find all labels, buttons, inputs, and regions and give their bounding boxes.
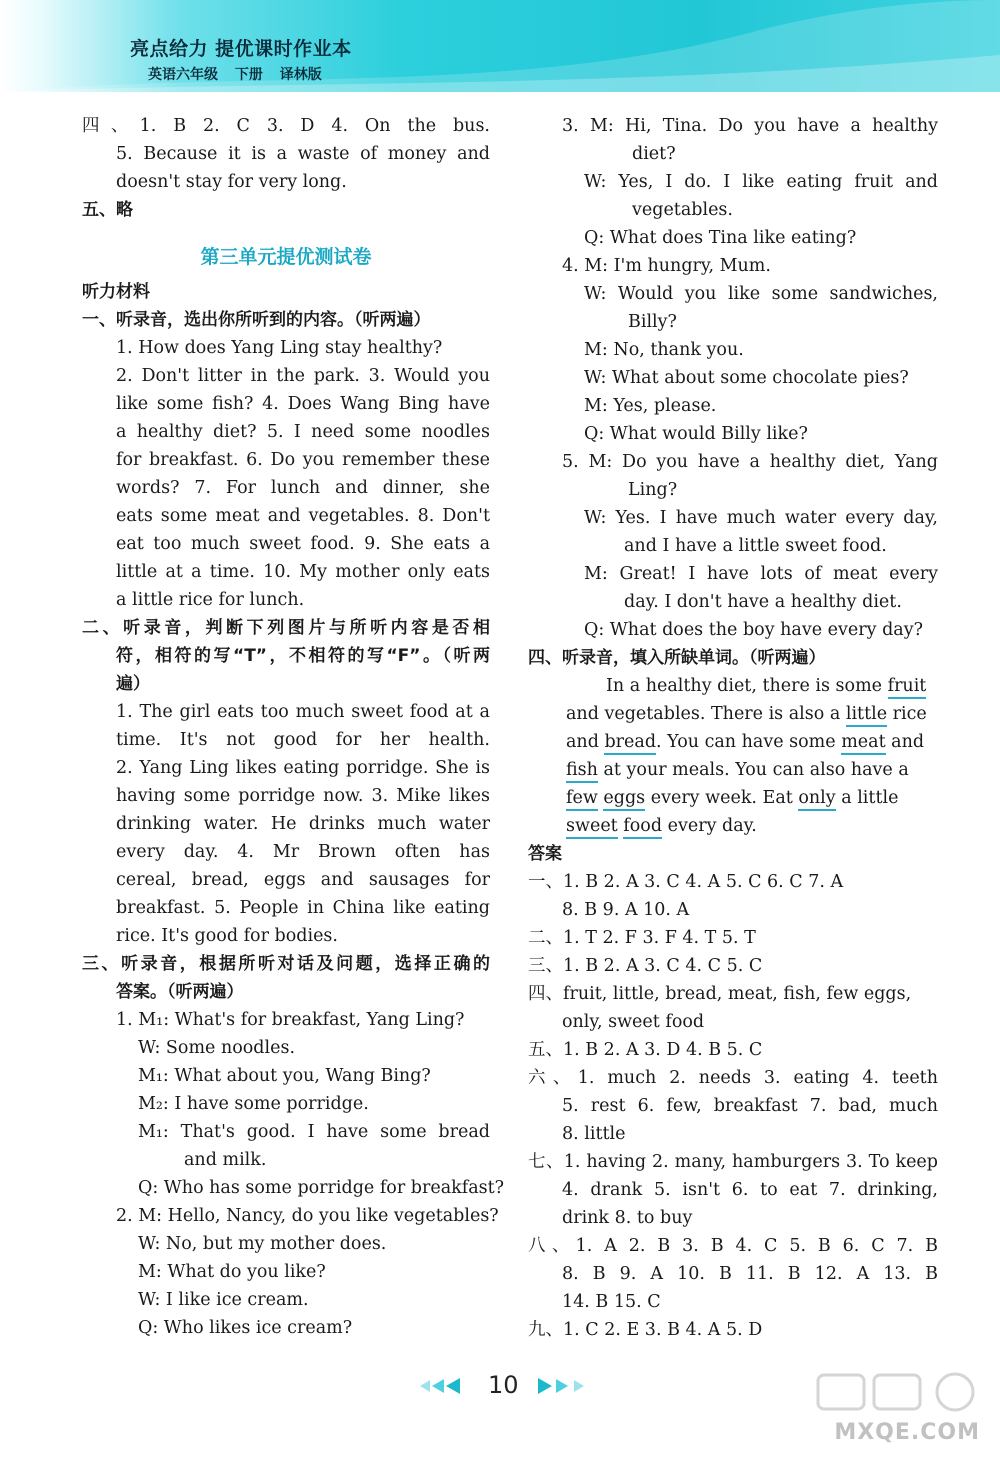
section-title: 第三单元提优测试卷: [200, 246, 372, 268]
dialogue-line: M: Great! I have lots of meat every: [584, 564, 938, 584]
answer-line: 8. B 9. A 10. B 11. B 12. A 13. B: [562, 1264, 938, 1284]
page-number: 10: [488, 1371, 519, 1399]
answer-line: 4. drank 5. isn't 6. to eat 7. drinking,: [562, 1180, 938, 1200]
part1-body: [82, 334, 490, 614]
part1-line: a healthy diet? 5. I need some noodles: [116, 422, 490, 442]
dialogue-line: 4. M: I'm hungry, Mum.: [562, 256, 771, 276]
dialogue-line: and I have a little sweet food.: [624, 536, 887, 556]
part4-passage: [528, 672, 938, 840]
dialogue-line: W: No, but my mother does.: [138, 1234, 387, 1254]
dialogue-line: W: Yes. I have much water every day,: [584, 508, 938, 528]
part2-line: 2. Yang Ling likes eating porridge. She is: [116, 758, 490, 778]
dialogue-line: day. I don't have a healthy diet.: [624, 592, 902, 612]
passage-text: every week. Eat: [645, 788, 799, 808]
part2-line: breakfast. 5. People in China like eating: [116, 898, 490, 918]
part1-line: like some fish? 4. Does Wang Bing have: [116, 394, 490, 414]
dialogue-line: M: Yes, please.: [584, 396, 717, 416]
dialogue-line: 5. M: Do you have a healthy diet, Yang: [562, 452, 938, 472]
answer-line: drink 8. to buy: [562, 1208, 693, 1228]
part2-line: cereal, bread, eggs and sausages for: [116, 870, 490, 890]
part1-line: for breakfast. 6. Do you remember these: [116, 450, 490, 470]
passage-line: [566, 812, 938, 840]
answer-line: 四、fruit, little, bread, meat, fish, few eggs,: [528, 984, 912, 1004]
prev-answer-line: 四、1. B 2. C 3. D 4. On the bus.: [82, 116, 490, 136]
part2-line: rice. It's good for bodies.: [116, 926, 338, 946]
dialogue-line: Q: Who likes ice cream?: [138, 1318, 353, 1338]
blank-answer: sweet: [566, 816, 618, 839]
prev-page-arrows-icon: [410, 1377, 472, 1395]
part1-line: words? 7. For lunch and dinner, she: [116, 478, 490, 498]
dialogue-line: vegetables.: [632, 200, 733, 220]
dialogue-line: W: I like ice cream.: [138, 1290, 309, 1310]
part2-line: 1. The girl eats too much sweet food at a: [116, 702, 490, 722]
passage-line: [566, 784, 938, 812]
part2-heading: 遍）: [116, 674, 150, 694]
part3-heading: 答案。（听两遍）: [116, 982, 244, 1002]
watermark-text: MXQE.COM: [834, 1420, 980, 1445]
passage-text: rice: [887, 704, 927, 724]
dialogue-line: 3. M: Hi, Tina. Do you have a healthy: [562, 116, 938, 136]
material-heading: 听力材料: [82, 282, 150, 302]
passage-line: [566, 728, 938, 756]
prev-answer-line: 五、略: [82, 200, 133, 220]
dialogue-line: and milk.: [184, 1150, 267, 1170]
part1-line: 1. How does Yang Ling stay healthy?: [116, 338, 443, 358]
book-subtitle: 英语六年级 下册 译林版: [148, 67, 322, 83]
dialogue-line: Billy?: [628, 312, 677, 332]
next-page-arrows-icon: [536, 1377, 598, 1395]
dialogue-line: W: Would you like some sandwiches,: [584, 284, 938, 304]
passage-text: . You can have some: [656, 732, 842, 752]
passage-text: and vegetables. There is also a: [566, 704, 846, 724]
part1-line: a little rice for lunch.: [116, 590, 305, 610]
left-column: [82, 112, 505, 1342]
answer-line: 九、1. C 2. E 3. B 4. A 5. D: [528, 1320, 763, 1340]
answer-line: 8. B 9. A 10. A: [562, 900, 690, 920]
blank-answer: fruit: [888, 676, 927, 699]
dialogue-4: [528, 252, 938, 448]
passage-text: at your meals. You can also have a: [597, 760, 909, 780]
answer-line: 五、1. B 2. A 3. D 4. B 5. C: [528, 1040, 763, 1060]
dialogue-line: diet?: [632, 144, 676, 164]
dialogue-line: W: What about some chocolate pies?: [584, 368, 909, 388]
passage-text: a little: [835, 788, 899, 808]
dialogue-line: 2. M: Hello, Nancy, do you like vegetables?: [116, 1206, 499, 1226]
blank-answer: few: [566, 788, 598, 811]
blank-answer: meat: [841, 732, 885, 755]
dialogue-line: 1. M₁: What's for breakfast, Yang Ling?: [116, 1010, 465, 1030]
dialogue-line: M₁: What about you, Wang Bing?: [138, 1066, 431, 1086]
part3-heading: 三、听录音，根据所听对话及问题，选择正确的: [82, 954, 490, 974]
part4-heading: 四、听录音，填入所缺单词。（听两遍）: [528, 648, 826, 668]
dialogue-line: Ling?: [628, 480, 678, 500]
blank-answer: fish: [566, 760, 598, 783]
book-title: 亮点给力 提优课时作业本: [130, 38, 352, 60]
passage-text: every day.: [662, 816, 757, 836]
dialogue-5: [528, 448, 938, 644]
passage-text: In a healthy diet, there is some: [606, 676, 888, 696]
dialogue-line: M₁: That's good. I have some bread: [138, 1122, 490, 1142]
prev-answer-line: doesn't stay for very long.: [116, 172, 347, 192]
part2-line: drinking water. He drinks much water: [116, 814, 490, 834]
header-banner: [0, 0, 1000, 92]
blank-answer: only: [798, 788, 835, 811]
part2-line: every day. 4. Mr Brown often has: [116, 842, 490, 862]
part2-line: time. It's not good for her health.: [116, 730, 490, 750]
answer-line: 14. B 15. C: [562, 1292, 661, 1312]
blank-answer: little: [846, 704, 887, 727]
part1-line: 2. Don't litter in the park. 3. Would you: [116, 366, 490, 386]
part1-line: eat too much sweet food. 9. She eats a: [116, 534, 490, 554]
part2-heading: 二、听录音，判断下列图片与所听内容是否相: [82, 618, 490, 638]
right-column: [528, 112, 938, 1344]
part1-heading: 一、听录音，选出你所听到的内容。（听两遍）: [82, 310, 431, 330]
blank-answer: bread: [604, 732, 656, 755]
part3-body: [82, 1006, 505, 1342]
answers-heading: 答案: [528, 844, 562, 864]
dialogue-3: [528, 112, 938, 252]
part2-body: [82, 698, 490, 950]
dialogue-line: Q: What does Tina like eating?: [584, 228, 857, 248]
prev-answer-line: 5. Because it is a waste of money and: [116, 144, 490, 164]
answer-line: 5. rest 6. few, breakfast 7. bad, much: [562, 1096, 938, 1116]
blank-answer: eggs: [603, 788, 645, 811]
dialogue-line: M: No, thank you.: [584, 340, 744, 360]
answer-line: 六、1. much 2. needs 3. eating 4. teeth: [528, 1068, 938, 1088]
dialogue-line: Q: Who has some porridge for breakfast?: [138, 1178, 505, 1198]
part2-heading: 符，相符的写“T”，不相符的写“F”。（听两: [116, 646, 490, 666]
part2-line: having some porridge now. 3. Mike likes: [116, 786, 490, 806]
passage-text: and: [885, 732, 925, 752]
answer-line: 8. little: [562, 1124, 626, 1144]
blank-answer: food: [623, 816, 662, 839]
answer-line: only, sweet food: [562, 1012, 705, 1032]
part1-line: little at a time. 10. My mother only eats: [116, 562, 490, 582]
dialogue-line: Q: What would Billy like?: [584, 424, 808, 444]
passage-line: [566, 700, 938, 728]
answer-line: 一、1. B 2. A 3. C 4. A 5. C 6. C 7. A: [528, 872, 844, 892]
part1-line: eats some meat and vegetables. 8. Don't: [116, 506, 490, 526]
passage-text: and: [566, 732, 605, 752]
passage-line: [566, 672, 938, 700]
answer-line: 三、1. B 2. A 3. C 4. C 5. C: [528, 956, 763, 976]
dialogue-line: W: Some noodles.: [138, 1038, 296, 1058]
answer-line: 七、1. having 2. many, hamburgers 3. To keep: [528, 1152, 938, 1172]
dialogue-line: M₂: I have some porridge.: [138, 1094, 369, 1114]
answer-key: [528, 868, 938, 1344]
dialogue-line: M: What do you like?: [138, 1262, 326, 1282]
dialogue-line: Q: What does the boy have every day?: [584, 620, 923, 640]
dialogue-line: W: Yes, I do. I like eating fruit and: [584, 172, 938, 192]
passage-line: [566, 756, 938, 784]
answer-line: 二、1. T 2. F 3. F 4. T 5. T: [528, 928, 756, 948]
answer-line: 八、1. A 2. B 3. B 4. C 5. B 6. C 7. B: [528, 1236, 938, 1256]
